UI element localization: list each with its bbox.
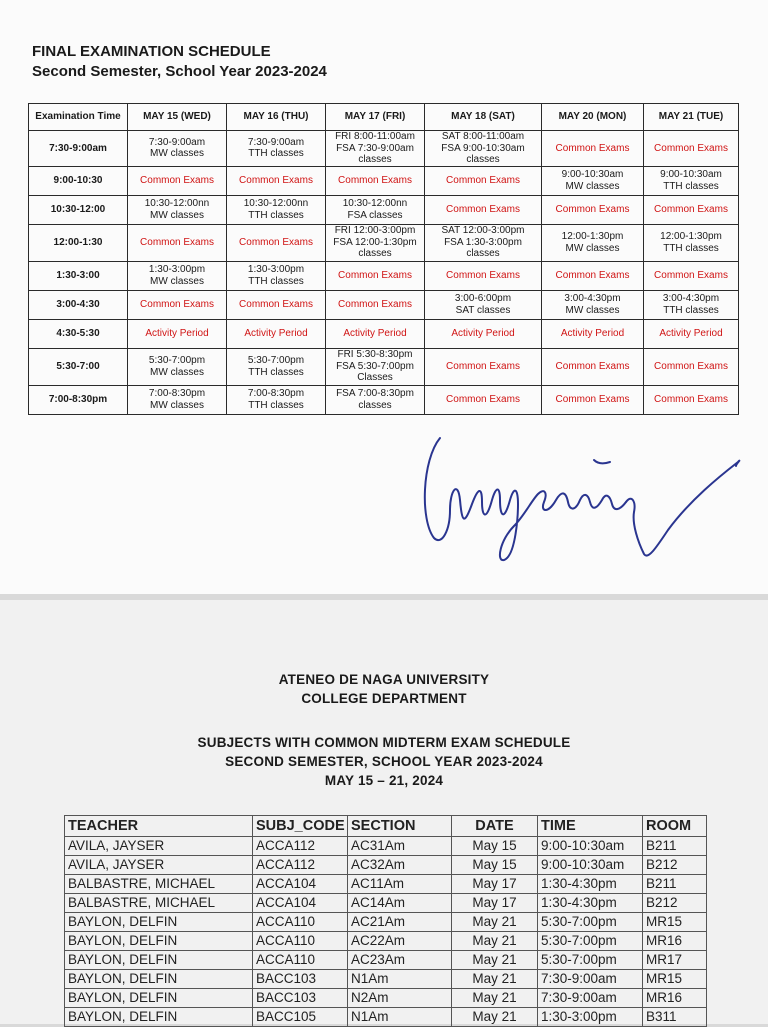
cell-text: MW classes <box>150 209 204 221</box>
date-cell: May 21 <box>452 989 538 1008</box>
cell-text: Common Exams <box>446 269 520 281</box>
class-slot-cell <box>227 195 326 224</box>
cell-text: MW classes <box>565 242 620 254</box>
subj-code-cell: ACCA110 <box>253 951 348 970</box>
cell-text: FRI 5:30-8:30pm <box>337 349 413 361</box>
cell-text: MW classes <box>565 304 620 316</box>
time-cell: 5:30-7:00pm <box>538 951 643 970</box>
table-row <box>65 837 707 856</box>
time-slot-label: 7:00-8:30pm <box>29 385 128 414</box>
common-slot-cell <box>425 385 542 414</box>
schedule-title: FINAL EXAMINATION SCHEDULE <box>32 43 271 60</box>
cell-text: Common Exams <box>446 360 520 372</box>
cell-text: Common Exams <box>140 174 214 186</box>
table-row <box>65 970 707 989</box>
teacher-cell: BAYLON, DELFIN <box>65 970 253 989</box>
time-cell: 9:00-10:30am <box>538 856 643 875</box>
room-cell: B212 <box>643 894 707 913</box>
time-slot-label: 7:30-9:00am <box>29 131 128 167</box>
schedule-row <box>29 166 739 195</box>
time-cell: 5:30-7:00pm <box>538 932 643 951</box>
header-day: MAY 21 (TUE) <box>644 104 739 131</box>
subj-code-cell: ACCA104 <box>253 894 348 913</box>
cell-text: 7:30-9:00am <box>247 136 305 148</box>
cell-text: Common Exams <box>555 203 630 215</box>
room-cell: B212 <box>643 856 707 875</box>
class-slot-cell <box>128 131 227 167</box>
table-row <box>65 856 707 875</box>
cell-text: TTH classes <box>248 148 304 160</box>
cell-text: Common Exams <box>446 203 520 215</box>
time-slot-label: 1:30-3:00 <box>29 261 128 290</box>
cell-text: 10:30-12:00nn <box>243 198 309 209</box>
header-day: MAY 17 (FRI) <box>326 104 425 131</box>
exam-schedule-table <box>28 103 739 415</box>
subj-code-cell: ACCA104 <box>253 875 348 894</box>
cell-text: TTH classes <box>248 209 304 221</box>
class-slot-cell <box>425 131 542 167</box>
common-slot-cell <box>542 195 644 224</box>
class-slot-cell <box>542 166 644 195</box>
cell-text: MW classes <box>150 366 204 378</box>
teacher-cell: AVILA, JAYSER <box>65 837 253 856</box>
time-cell: 1:30-3:00pm <box>538 1008 643 1027</box>
teacher-cell: BAYLON, DELFIN <box>65 951 253 970</box>
subjects-header-row <box>65 816 707 837</box>
cell-text: TTH classes <box>248 275 304 287</box>
time-cell: 1:30-4:30pm <box>538 875 643 894</box>
cell-text: Classes <box>357 372 393 384</box>
schedule-row <box>29 319 739 348</box>
common-slot-cell <box>128 224 227 261</box>
common-slot-cell <box>227 224 326 261</box>
common-slot-cell <box>425 166 542 195</box>
cell-text: 3:00-6:00pm <box>454 293 512 304</box>
cell-text: 7:00-8:30pm <box>148 388 206 399</box>
cell-text: Activity Period <box>343 327 407 339</box>
table-row <box>65 913 707 932</box>
room-cell: MR17 <box>643 951 707 970</box>
schedule-row <box>29 290 739 319</box>
common-slot-cell <box>326 166 425 195</box>
common-slot-cell <box>542 131 644 167</box>
cell-text: 12:00-1:30pm <box>660 231 722 242</box>
common-slot-cell <box>644 195 739 224</box>
schedule-row <box>29 131 739 167</box>
teacher-cell: BALBASTRE, MICHAEL <box>65 875 253 894</box>
date-cell: May 21 <box>452 1008 538 1027</box>
common-slot-cell <box>128 319 227 348</box>
cell-text: Activity Period <box>560 327 625 339</box>
class-slot-cell <box>227 385 326 414</box>
subj-code-cell: ACCA110 <box>253 913 348 932</box>
header-subj-code: SUBJ_CODE <box>253 816 348 837</box>
header-examination-time: Examination Time <box>29 104 128 131</box>
time-slot-label: 10:30-12:00 <box>29 195 128 224</box>
room-cell: B211 <box>643 875 707 894</box>
teacher-cell: AVILA, JAYSER <box>65 856 253 875</box>
time-cell: 7:30-9:00am <box>538 989 643 1008</box>
common-slot-cell <box>644 261 739 290</box>
header-time: TIME <box>538 816 643 837</box>
cell-text: Activity Period <box>244 327 308 339</box>
subj-code-cell: BACC103 <box>253 989 348 1008</box>
cell-text: 3:00-4:30pm <box>662 293 720 304</box>
date-cell: May 15 <box>452 837 538 856</box>
room-cell: MR15 <box>643 970 707 989</box>
cell-text: SAT 8:00-11:00am <box>441 131 525 142</box>
section-cell: N2Am <box>348 989 452 1008</box>
department-name: COLLEGE DEPARTMENT <box>301 691 467 706</box>
handwritten-signature-icon <box>420 430 750 570</box>
teacher-cell: BALBASTRE, MICHAEL <box>65 894 253 913</box>
schedule-row <box>29 385 739 414</box>
class-slot-cell <box>227 348 326 385</box>
common-slot-cell <box>326 319 425 348</box>
cell-text: FSA 9:00-10:30am <box>441 142 525 154</box>
time-slot-label: 4:30-5:30 <box>29 319 128 348</box>
table-row <box>65 989 707 1008</box>
table-row <box>65 894 707 913</box>
cell-text: TTH classes <box>663 180 719 192</box>
cell-text: Common Exams <box>239 174 313 186</box>
cell-text: classes <box>358 248 392 260</box>
class-slot-cell <box>425 290 542 319</box>
common-slot-cell <box>542 385 644 414</box>
class-slot-cell <box>644 166 739 195</box>
schedule-row <box>29 348 739 385</box>
common-slot-cell <box>542 319 644 348</box>
class-slot-cell <box>326 224 425 261</box>
subj-code-cell: ACCA112 <box>253 856 348 875</box>
schedule-row <box>29 261 739 290</box>
class-slot-cell <box>644 290 739 319</box>
class-slot-cell <box>542 290 644 319</box>
cell-text: MW classes <box>150 399 204 411</box>
cell-text: FRI 8:00-11:00am <box>335 131 415 142</box>
cell-text: FSA 12:00-1:30pm <box>333 236 417 248</box>
cell-text: FSA classes <box>347 209 403 221</box>
schedule-subtitle: Second Semester, School Year 2023-2024 <box>32 63 327 80</box>
cell-text: TTH classes <box>663 242 719 254</box>
table-row <box>65 951 707 970</box>
organization-heading <box>0 670 768 708</box>
cell-text: Common Exams <box>239 236 313 248</box>
schedule-header-row <box>29 104 739 131</box>
cell-text: Common Exams <box>239 298 313 310</box>
cell-text: Common Exams <box>654 142 728 154</box>
common-slot-cell <box>542 261 644 290</box>
cell-text: FSA 7:00-8:30pm <box>336 388 414 399</box>
cell-text: 9:00-10:30am <box>561 169 624 180</box>
cell-text: Common Exams <box>654 360 728 372</box>
class-slot-cell <box>542 224 644 261</box>
room-cell: MR16 <box>643 932 707 951</box>
cell-text: SAT classes <box>455 304 511 316</box>
room-cell: B211 <box>643 837 707 856</box>
common-slot-cell <box>227 166 326 195</box>
section-cell: AC23Am <box>348 951 452 970</box>
cell-text: 7:00-8:30pm <box>247 388 305 399</box>
time-cell: 7:30-9:00am <box>538 970 643 989</box>
subj-code-cell: ACCA110 <box>253 932 348 951</box>
university-name: ATENEO DE NAGA UNIVERSITY <box>278 672 490 687</box>
time-slot-label: 3:00-4:30 <box>29 290 128 319</box>
header-day: MAY 18 (SAT) <box>425 104 542 131</box>
cell-text: Common Exams <box>140 298 214 310</box>
header-section: SECTION <box>348 816 452 837</box>
common-slot-cell <box>128 290 227 319</box>
cell-text: Activity Period <box>451 327 515 339</box>
teacher-cell: BAYLON, DELFIN <box>65 913 253 932</box>
header-room: ROOM <box>643 816 707 837</box>
cell-text: 3:00-4:30pm <box>564 293 621 304</box>
subjects-title-block <box>0 733 768 790</box>
class-slot-cell <box>425 224 542 261</box>
date-cell: May 21 <box>452 951 538 970</box>
subj-code-cell: BACC103 <box>253 970 348 989</box>
subjects-title: SUBJECTS WITH COMMON MIDTERM EXAM SCHEDULE <box>197 735 571 750</box>
common-slot-cell <box>425 319 542 348</box>
cell-text: Common Exams <box>654 269 728 281</box>
common-slot-cell <box>644 319 739 348</box>
date-cell: May 17 <box>452 894 538 913</box>
date-cell: May 21 <box>452 970 538 989</box>
common-slot-cell <box>227 290 326 319</box>
room-cell: B311 <box>643 1008 707 1027</box>
header-date: DATE <box>452 816 538 837</box>
cell-text: Common Exams <box>338 269 412 281</box>
table-row <box>65 875 707 894</box>
teacher-cell: BAYLON, DELFIN <box>65 932 253 951</box>
time-cell: 1:30-4:30pm <box>538 894 643 913</box>
cell-text: Activity Period <box>659 327 723 339</box>
time-slot-label: 9:00-10:30 <box>29 166 128 195</box>
cell-text: FSA 7:30-9:00am <box>336 142 414 154</box>
cell-text: Common Exams <box>654 393 728 405</box>
cell-text: classes <box>466 154 500 165</box>
cell-text: 1:30-3:00pm <box>148 264 206 275</box>
header-day: MAY 15 (WED) <box>128 104 227 131</box>
section-cell: AC14Am <box>348 894 452 913</box>
schedule-row <box>29 195 739 224</box>
header-teacher: TEACHER <box>65 816 253 837</box>
time-cell: 9:00-10:30am <box>538 837 643 856</box>
common-slot-cell <box>644 348 739 385</box>
section-cell: N1Am <box>348 1008 452 1027</box>
date-cell: May 21 <box>452 932 538 951</box>
header-day: MAY 20 (MON) <box>542 104 644 131</box>
common-slot-cell <box>542 348 644 385</box>
class-slot-cell <box>128 348 227 385</box>
cell-text: 12:00-1:30pm <box>561 231 624 242</box>
cell-text: FSA 1:30-3:00pm <box>444 236 522 248</box>
common-slot-cell <box>326 261 425 290</box>
teacher-cell: BAYLON, DELFIN <box>65 1008 253 1027</box>
cell-text: MW classes <box>150 148 204 160</box>
time-slot-label: 5:30-7:00 <box>29 348 128 385</box>
class-slot-cell <box>326 131 425 167</box>
cell-text: Common Exams <box>446 174 520 186</box>
date-cell: May 21 <box>452 913 538 932</box>
common-slot-cell <box>128 166 227 195</box>
common-slot-cell <box>644 385 739 414</box>
cell-text: 1:30-3:00pm <box>247 264 305 275</box>
common-slot-cell <box>227 319 326 348</box>
cell-text: MW classes <box>565 180 620 192</box>
common-slot-cell <box>425 348 542 385</box>
cell-text: TTH classes <box>663 304 719 316</box>
section-cell: AC21Am <box>348 913 452 932</box>
class-slot-cell <box>128 261 227 290</box>
cell-text: Common Exams <box>555 360 630 372</box>
teacher-cell: BAYLON, DELFIN <box>65 989 253 1008</box>
cell-text: FRI 12:00-3:00pm <box>334 225 416 237</box>
class-slot-cell <box>227 261 326 290</box>
cell-text: SAT 12:00-3:00pm <box>441 225 525 237</box>
room-cell: MR15 <box>643 913 707 932</box>
cell-text: 5:30-7:00pm <box>247 355 305 366</box>
cell-text: MW classes <box>150 275 204 287</box>
class-slot-cell <box>326 348 425 385</box>
date-cell: May 17 <box>452 875 538 894</box>
cell-text: Activity Period <box>145 327 209 339</box>
cell-text: Common Exams <box>140 236 214 248</box>
subj-code-cell: BACC105 <box>253 1008 348 1027</box>
time-slot-label: 12:00-1:30 <box>29 224 128 261</box>
cell-text: 10:30-12:00nn <box>342 198 408 209</box>
cell-text: Common Exams <box>555 393 630 405</box>
section-cell: AC22Am <box>348 932 452 951</box>
cell-text: classes <box>358 399 392 411</box>
room-cell: MR16 <box>643 989 707 1008</box>
cell-text: Common Exams <box>446 393 520 405</box>
cell-text: 9:00-10:30am <box>660 169 722 180</box>
common-slot-cell <box>326 290 425 319</box>
subjects-date-range: MAY 15 – 21, 2024 <box>324 773 444 788</box>
cell-text: classes <box>358 154 392 165</box>
cell-text: Common Exams <box>555 142 630 154</box>
class-slot-cell <box>326 385 425 414</box>
cell-text: 5:30-7:00pm <box>148 355 206 366</box>
schedule-row <box>29 224 739 261</box>
subj-code-cell: ACCA112 <box>253 837 348 856</box>
cell-text: classes <box>466 248 500 260</box>
subjects-semester: SECOND SEMESTER, SCHOOL YEAR 2023-2024 <box>225 754 543 769</box>
cell-text: 10:30-12:00nn <box>144 198 210 209</box>
section-cell: AC31Am <box>348 837 452 856</box>
common-slot-cell <box>644 131 739 167</box>
class-slot-cell <box>128 195 227 224</box>
section-cell: AC11Am <box>348 875 452 894</box>
common-slot-cell <box>425 195 542 224</box>
date-cell: May 15 <box>452 856 538 875</box>
class-slot-cell <box>128 385 227 414</box>
cell-text: Common Exams <box>654 203 728 215</box>
table-row <box>65 932 707 951</box>
cell-text: Common Exams <box>555 269 630 281</box>
cell-text: TTH classes <box>248 399 304 411</box>
time-cell: 5:30-7:00pm <box>538 913 643 932</box>
common-exam-subjects-table <box>64 815 707 1027</box>
cell-text: 7:30-9:00am <box>148 136 206 148</box>
cell-text: Common Exams <box>338 174 412 186</box>
cell-text: FSA 5:30-7:00pm <box>336 360 414 372</box>
class-slot-cell <box>326 195 425 224</box>
header-day: MAY 16 (THU) <box>227 104 326 131</box>
section-cell: AC32Am <box>348 856 452 875</box>
section-cell: N1Am <box>348 970 452 989</box>
class-slot-cell <box>227 131 326 167</box>
cell-text: TTH classes <box>248 366 304 378</box>
schedule-title-block <box>32 42 327 82</box>
cell-text: Common Exams <box>338 298 412 310</box>
common-slot-cell <box>425 261 542 290</box>
class-slot-cell <box>644 224 739 261</box>
